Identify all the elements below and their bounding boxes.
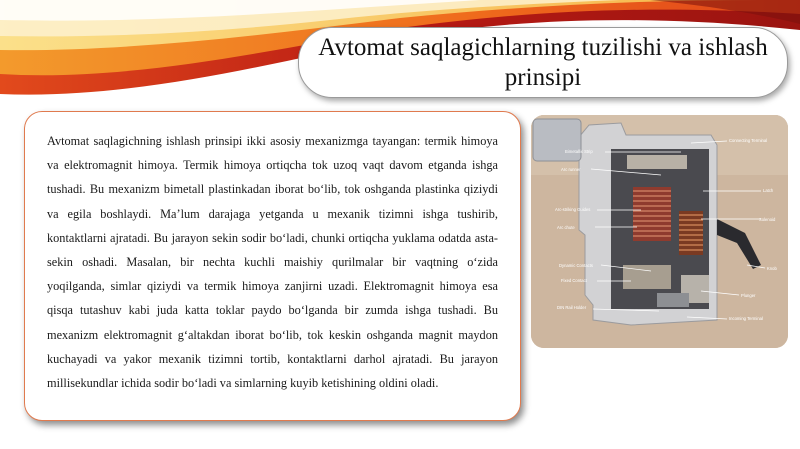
body-paragraph: Avtomat saqlagichning ishlash prinsipi ikki asosiy mexanizmga tayangan: termik himoya va elektromagnit himoya. Termik himoya ortiqcha tok uzoq vaqt davom etganda ishga tushadi. Bu mexanizm bimetall plastinkadan iborat bo‘lib, tok oshganda plastinka qiziydi va egila boshlaydi. Ma’lum darajaga yetganda u mexanik tizimni ishga tushirib, kontaktlarni ajratadi. Bu jarayon sekin sodir bo‘ladi, chunki ortiqcha yuklama odatda asta-sekin oshadi. Masalan, bir nechta kuchli maishiy qurilmalar bir vaqtning o‘zida yoqilganda, simlar qiziydi va termik himoya zanjirni uzadi. Elektromagnit himoya esa qisqa tutashuv kabi juda katta toklar paydo bo‘lganda bir zumda ishga tushadi. Bu mexanizm elektromagnit g‘altakdan iborat bo‘lib, tok keskin oshganda magnit maydon kuchayadi va yakor mexanik tizimni tortib, kontaktlarni darhol ajratadi. Bu jarayon millisekundlar ichida sodir bo‘ladi va simlarning kuyib ketishining oldini oladi. <box>47 134 498 391</box>
label-arc-chute: Arc chute <box>557 225 575 230</box>
circuit-breaker-illustration <box>531 115 788 348</box>
label-connecting-terminal: Connecting Terminal <box>729 138 768 143</box>
label-arc-runner: Arc runner <box>561 167 581 172</box>
label-plunger: Plunger <box>741 293 756 298</box>
label-knob: Knob <box>767 266 777 271</box>
label-incoming-terminal: Incoming Terminal <box>729 316 763 321</box>
circuit-breaker-photo <box>531 115 788 348</box>
label-arc-guides: Arc-striking Guides <box>555 207 591 212</box>
label-dynamic-contacts: Dynamic Contacts <box>559 263 593 268</box>
label-din-rail-holder: DIN Rail Holder <box>557 305 587 310</box>
label-solenoid: Solenoid <box>759 217 776 222</box>
slide-title: Avtomat saqlagichlarning tuzilishi va ishlash prinsipi <box>318 33 768 91</box>
label-latch: Latch <box>763 188 774 193</box>
label-bimetallic-strip: Bimetallic Strip <box>565 149 593 154</box>
label-fixed-contact: Fixed Contact <box>561 278 587 283</box>
text-panel <box>24 111 521 421</box>
title-box <box>298 27 788 98</box>
